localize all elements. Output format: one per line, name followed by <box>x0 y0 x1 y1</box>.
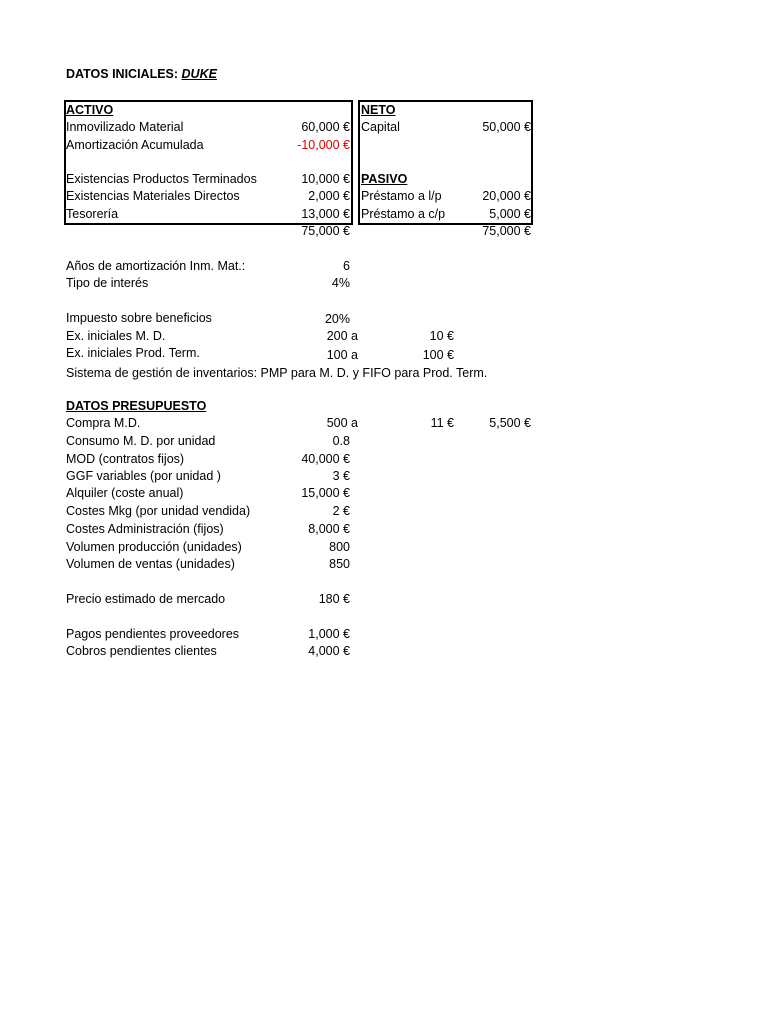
sistema-text: Sistema de gestión de inventarios: PMP para M. D. y FIFO para Prod. Term. <box>66 366 488 380</box>
pagos-value: 1,000 € <box>308 627 350 641</box>
pres-label-consumo: Consumo M. D. por unidad <box>66 434 216 448</box>
pres-value-alquiler: 15,000 € <box>301 486 350 500</box>
pres-label-mkg: Costes Mkg (por unidad vendida) <box>66 504 251 518</box>
activo-value-amortizacion: -10,000 € <box>297 138 350 152</box>
ex-pt-qty: 100 a <box>326 348 358 362</box>
activo-value-tesoreria: 13,000 € <box>301 207 350 221</box>
pasivo-value-cp: 5,000 € <box>489 207 531 221</box>
page-title <box>66 66 217 82</box>
impuesto-value: 20% <box>324 312 350 326</box>
pres-value-consumo: 0.8 <box>332 434 350 448</box>
pres-label-mod: MOD (contratos fijos) <box>66 452 185 466</box>
pres-value-mod: 40,000 € <box>301 452 350 466</box>
param-value-anos: 6 <box>343 259 350 273</box>
precio-value: 180 € <box>318 592 350 606</box>
company-name: DUKE <box>181 67 217 81</box>
pasivo-heading: PASIVO <box>361 172 408 186</box>
param-label-anos: Años de amortización Inm. Mat.: <box>66 259 246 273</box>
presupuesto-heading: DATOS PRESUPUESTO <box>66 399 207 413</box>
activo-label-amortizacion: Amortización Acumulada <box>66 138 204 152</box>
activo-total: 75,000 € <box>301 224 350 238</box>
pres-label-alquiler: Alquiler (coste anual) <box>66 486 184 500</box>
pres-value-ggf: 3 € <box>332 469 350 483</box>
activo-value-exist-mat: 2,000 € <box>308 189 350 203</box>
ex-md-label: Ex. iniciales M. D. <box>66 329 166 343</box>
param-value-interes: 4% <box>331 276 350 290</box>
activo-value-inmovilizado: 60,000 € <box>301 120 350 134</box>
pasivo-label-lp: Préstamo a l/p <box>361 189 442 203</box>
cobros-label: Cobros pendientes clientes <box>66 644 217 658</box>
pres-value-ventas: 850 <box>329 557 350 571</box>
ex-md-price: 10 € <box>429 329 454 343</box>
compra-qty: 500 a <box>326 416 358 430</box>
compra-label: Compra M.D. <box>66 416 141 430</box>
pagos-label: Pagos pendientes proveedores <box>66 627 240 641</box>
pasivo-value-lp: 20,000 € <box>482 189 531 203</box>
param-label-interes: Tipo de interés <box>66 276 149 290</box>
precio-label: Precio estimado de mercado <box>66 592 226 606</box>
cobros-value: 4,000 € <box>308 644 350 658</box>
activo-label-exist-prod: Existencias Productos Terminados <box>66 172 257 186</box>
pres-label-admin: Costes Administración (fijos) <box>66 522 224 536</box>
activo-label-tesoreria: Tesorería <box>66 207 119 221</box>
pres-value-produccion: 800 <box>329 540 350 554</box>
title-label: DATOS INICIALES: <box>66 67 179 81</box>
activo-label-inmovilizado: Inmovilizado Material <box>66 120 184 134</box>
pres-label-ggf: GGF variables (por unidad ) <box>66 469 221 483</box>
pasivo-label-cp: Préstamo a c/p <box>361 207 446 221</box>
pasivo-total: 75,000 € <box>482 224 531 238</box>
activo-value-exist-prod: 10,000 € <box>301 172 350 186</box>
ex-md-qty: 200 a <box>326 329 358 343</box>
pres-value-mkg: 2 € <box>332 504 350 518</box>
activo-label-exist-mat: Existencias Materiales Directos <box>66 189 240 203</box>
pres-label-ventas: Volumen de ventas (unidades) <box>66 557 235 571</box>
pres-value-admin: 8,000 € <box>308 522 350 536</box>
ex-pt-label: Ex. iniciales Prod. Term. <box>66 346 200 360</box>
impuesto-label: Impuesto sobre beneficios <box>66 311 212 325</box>
compra-price: 11 € <box>430 416 454 430</box>
compra-total: 5,500 € <box>489 416 531 430</box>
neto-value-capital: 50,000 € <box>482 120 531 134</box>
pres-label-produccion: Volumen producción (unidades) <box>66 540 242 554</box>
ex-pt-price: 100 € <box>422 348 454 362</box>
neto-heading: NETO <box>361 103 396 117</box>
activo-heading: ACTIVO <box>66 103 114 117</box>
neto-label-capital: Capital <box>361 120 400 134</box>
